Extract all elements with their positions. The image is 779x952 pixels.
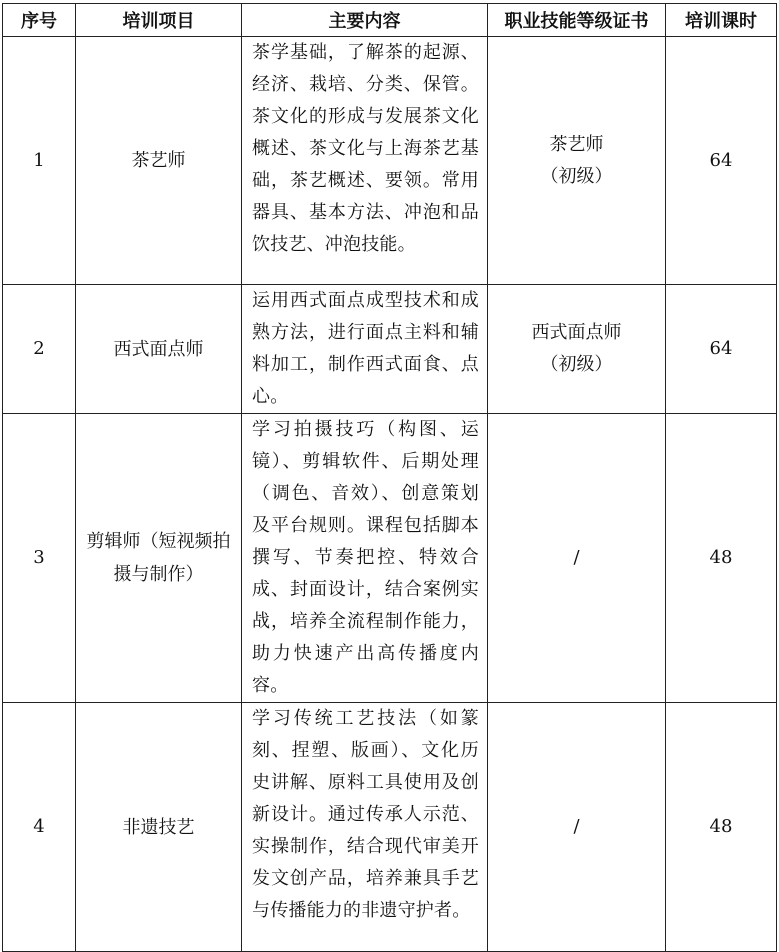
row-certificate xyxy=(488,37,666,285)
row-index: 4 xyxy=(3,703,76,952)
table-row xyxy=(3,37,777,285)
certificate-level: （初级） xyxy=(540,165,613,187)
row-content: 运用西式面点成型技术和成熟方法，进行面点主料和辅料加工，制作西式面食、点心。 xyxy=(242,285,488,414)
header-project: 培训项目 xyxy=(76,4,242,37)
row-content: 学习传统工艺技法（如篆刻、捏塑、版画）、文化历史讲解、原料工具使用及创新设计。通过传承人示范、实操制作，结合现代审美开发文创产品，培养兼具手艺与传播能力的非遗守护者。 xyxy=(242,703,488,952)
header-hours: 培训课时 xyxy=(666,4,777,37)
certificate-name: 西式面点师 xyxy=(531,322,622,343)
certificate-name: 茶艺师 xyxy=(549,133,604,155)
row-index: 2 xyxy=(3,285,76,414)
row-project-name: 剪辑师（短视频拍摄与制作） xyxy=(76,414,242,703)
row-index: 1 xyxy=(3,37,76,285)
table-row xyxy=(3,414,777,703)
training-table xyxy=(2,3,777,952)
row-project-name: 西式面点师 xyxy=(76,285,242,414)
header-content: 主要内容 xyxy=(242,4,488,37)
row-certificate xyxy=(488,285,666,414)
table-header-row xyxy=(3,4,777,37)
table-row xyxy=(3,703,777,952)
row-certificate xyxy=(488,414,666,703)
certificate-name: / xyxy=(573,816,580,837)
header-index: 序号 xyxy=(3,4,76,37)
certificate-name: / xyxy=(573,547,580,568)
certificate-level: （初级） xyxy=(540,354,613,375)
row-hours: 48 xyxy=(666,414,777,703)
row-hours: 64 xyxy=(666,37,777,285)
row-certificate xyxy=(488,703,666,952)
row-content: 学习拍摄技巧（构图、运镜）、剪辑软件、后期处理（调色、音效）、创意策划及平台规则。课程包括脚本撰写、节奏把控、特效合成、封面设计，结合案例实战，培养全流程制作能力，助力快速产出高传播度内容。 xyxy=(242,414,488,703)
row-index: 3 xyxy=(3,414,76,703)
table-row xyxy=(3,285,777,414)
row-hours: 48 xyxy=(666,703,777,952)
header-certificate: 职业技能等级证书 xyxy=(488,4,666,37)
row-project-name: 非遗技艺 xyxy=(76,703,242,952)
training-table-container xyxy=(2,3,777,952)
row-project-name: 茶艺师 xyxy=(76,37,242,285)
row-hours: 64 xyxy=(666,285,777,414)
row-content: 茶学基础，了解茶的起源、经济、栽培、分类、保管。茶文化的形成与发展茶文化概述、茶文化与上海茶艺基础，茶艺概述、要领。常用器具、基本方法、冲泡和品饮技艺、冲泡技能。 xyxy=(242,37,488,285)
